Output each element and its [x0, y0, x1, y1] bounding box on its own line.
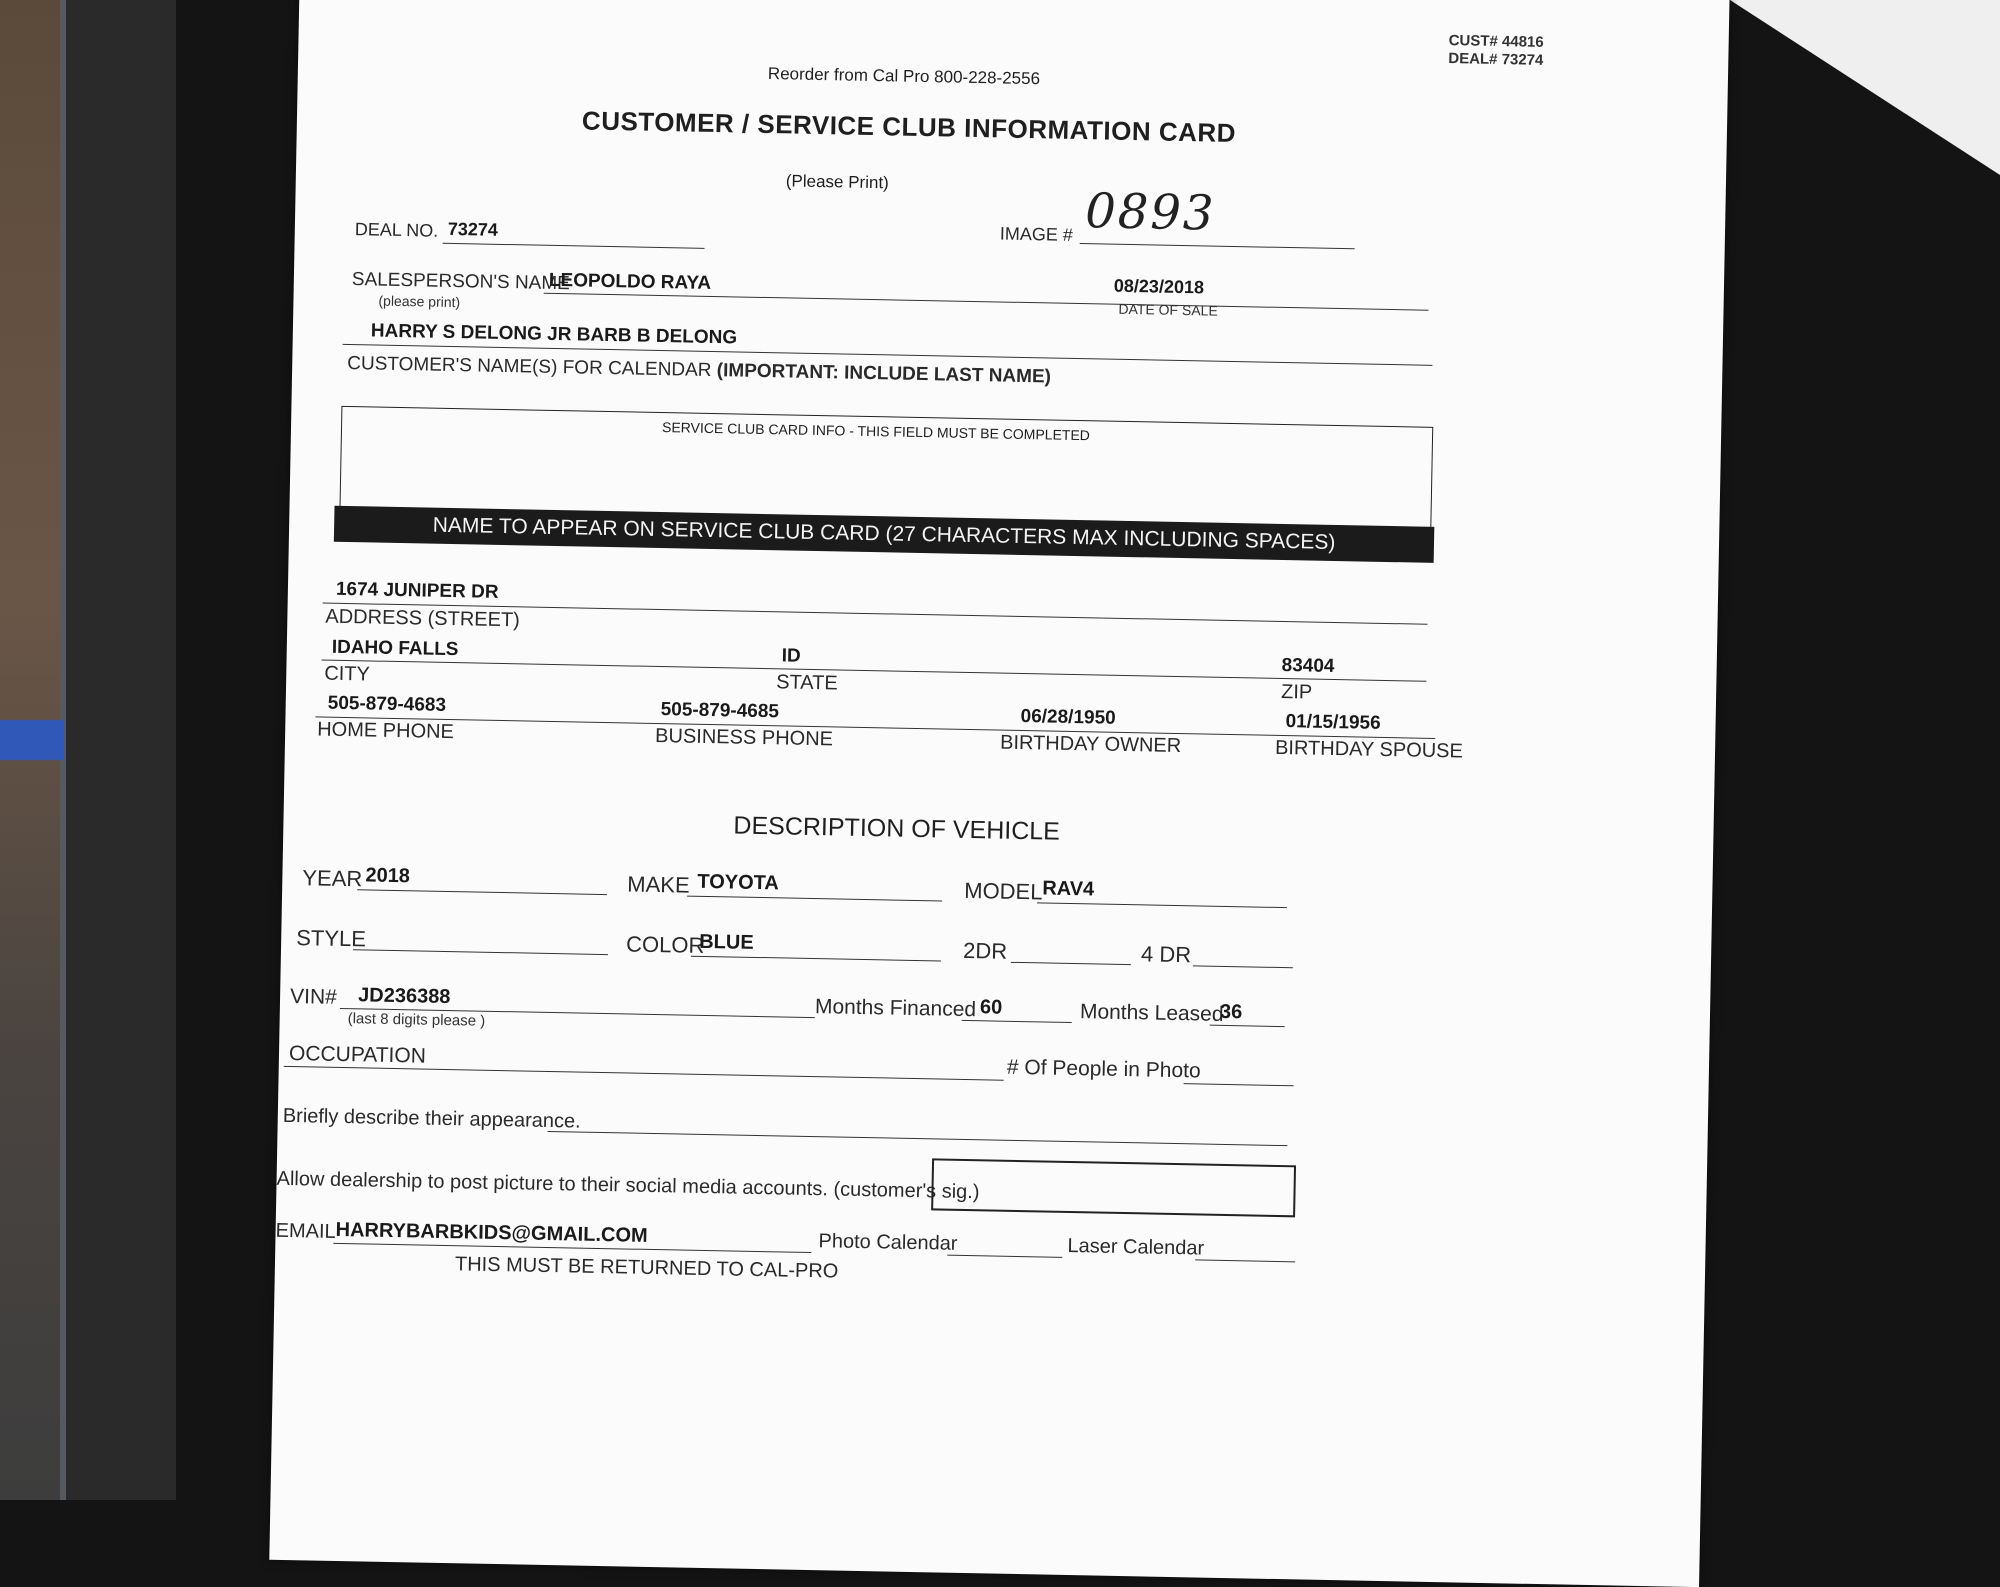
color-label: COLOR [625, 931, 705, 958]
style-line[interactable] [353, 949, 608, 955]
customer-names-label [347, 353, 1051, 389]
model-label: MODEL [964, 877, 1043, 905]
two-door-line[interactable] [1011, 962, 1131, 965]
salesperson-sublabel: (please print) [378, 292, 461, 311]
year-value[interactable]: 2018 [365, 864, 411, 888]
card-title: CUSTOMER / SERVICE CLUB INFORMATION CARD [581, 105, 1237, 148]
street-value[interactable]: 1674 JUNIPER DR [335, 578, 499, 603]
deal-number-top: DEAL# 73274 [1448, 50, 1544, 69]
months-financed-label: Months Financed [814, 995, 977, 1022]
appearance-line[interactable] [548, 1131, 1288, 1146]
color-line [691, 956, 941, 962]
business-phone-label: BUSINESS PHONE [654, 724, 834, 751]
state-label: STATE [776, 671, 838, 695]
return-note: THIS MUST BE RETURNED TO CAL-PRO [454, 1253, 839, 1283]
people-in-photo-line[interactable] [1184, 1083, 1294, 1086]
city-label: CITY [324, 662, 371, 686]
months-leased-value[interactable]: 36 [1219, 1000, 1243, 1024]
background-frame [60, 0, 176, 1500]
date-of-sale[interactable]: 08/23/2018 [1113, 275, 1205, 298]
two-door-label: 2DR [962, 937, 1008, 964]
year-line [357, 889, 607, 895]
four-door-label: 4 DR [1140, 941, 1192, 968]
cust-number: CUST# 44816 [1448, 32, 1544, 51]
make-value[interactable]: TOYOTA [697, 870, 780, 895]
zip-label: ZIP [1280, 680, 1313, 704]
make-line [687, 896, 942, 902]
background-paper-corner [1730, 0, 2000, 175]
state-value[interactable]: ID [781, 645, 801, 667]
home-phone-value[interactable]: 505-879-4683 [327, 692, 447, 716]
appearance-label: Briefly describe their appearance. [282, 1104, 581, 1133]
information-card [269, 0, 1729, 1587]
laser-calendar-label: Laser Calendar [1067, 1234, 1205, 1260]
photo-calendar-line[interactable] [947, 1255, 1062, 1258]
birthday-spouse-label: BIRTHDAY SPOUSE [1274, 736, 1464, 763]
salesperson-line [544, 293, 1429, 311]
city-line [322, 660, 1427, 682]
model-line [1037, 902, 1287, 908]
vehicle-heading: DESCRIPTION OF VEHICLE [733, 811, 1061, 846]
customer-names[interactable]: HARRY S DELONG JR BARB B DELONG [370, 320, 738, 349]
deal-no-label: DEAL NO. [354, 219, 439, 241]
reorder-note: Reorder from Cal Pro 800-228-2556 [767, 64, 1041, 89]
vin-value[interactable]: JD236388 [357, 984, 451, 1009]
service-club-name-bar: NAME TO APPEAR ON SERVICE CLUB CARD (27 CHARACTERS MAX INCLUDING SPACES) [334, 506, 1434, 563]
people-in-photo-label: # Of People in Photo [1006, 1055, 1201, 1083]
city-value[interactable]: IDAHO FALLS [331, 636, 459, 661]
photo-calendar-label: Photo Calendar [818, 1230, 958, 1255]
make-label: MAKE [627, 871, 690, 898]
salesperson-label: SALESPERSON'S NAME [351, 269, 571, 295]
please-print-note: (Please Print) [785, 171, 889, 193]
year-label: YEAR [302, 865, 363, 892]
four-door-line[interactable] [1193, 965, 1293, 968]
deal-no-line [443, 243, 705, 249]
street-label: ADDRESS (STREET) [325, 605, 521, 632]
customer-signature-box[interactable] [931, 1158, 1296, 1217]
business-phone-value[interactable]: 505-879-4685 [660, 699, 780, 723]
model-value[interactable]: RAV4 [1042, 877, 1095, 901]
image-label: IMAGE # [999, 223, 1074, 245]
occupation-line[interactable] [284, 1066, 1004, 1081]
service-club-header: SERVICE CLUB CARD INFO - THIS FIELD MUST BE COMPLETED [661, 419, 1091, 444]
home-phone-label: HOME PHONE [317, 718, 455, 744]
background-blue-strip [0, 720, 64, 760]
style-label: STYLE [295, 925, 367, 952]
birthday-owner-value[interactable]: 06/28/1950 [1020, 705, 1116, 729]
laser-calendar-line[interactable] [1195, 1259, 1295, 1262]
months-leased-label: Months Leased [1079, 1000, 1224, 1026]
customer-names-label-important: (IMPORTANT: INCLUDE LAST NAME) [716, 360, 1052, 388]
salesperson-name[interactable]: LEOPOLDO RAYA [548, 269, 712, 294]
customer-names-label-text: CUSTOMER'S NAME(S) FOR CALENDAR [347, 352, 712, 381]
deal-no-value[interactable]: 73274 [447, 218, 499, 240]
birthday-spouse-value[interactable]: 01/15/1956 [1285, 711, 1381, 734]
email-value[interactable]: HARRYBARBKIDS@GMAIL.COM [335, 1218, 648, 1247]
vin-note: (last 8 digits please ) [347, 1010, 486, 1030]
date-of-sale-label: DATE OF SALE [1118, 300, 1218, 319]
color-value[interactable]: BLUE [699, 930, 754, 954]
zip-value[interactable]: 83404 [1281, 654, 1335, 677]
image-number-handwritten[interactable]: 0893 [1084, 183, 1216, 242]
vin-label: VIN# [289, 985, 337, 1009]
birthday-owner-label: BIRTHDAY OWNER [999, 731, 1182, 758]
image-line [1080, 243, 1355, 249]
occupation-label: OCCUPATION [288, 1041, 427, 1068]
phones-line [315, 716, 1435, 739]
months-financed-value[interactable]: 60 [979, 996, 1003, 1019]
months-financed-line [962, 1020, 1072, 1023]
email-label: EMAIL [275, 1219, 336, 1243]
social-media-label: Allow dealership to post picture to their social media accounts. (customer's sig.) [276, 1167, 980, 1204]
